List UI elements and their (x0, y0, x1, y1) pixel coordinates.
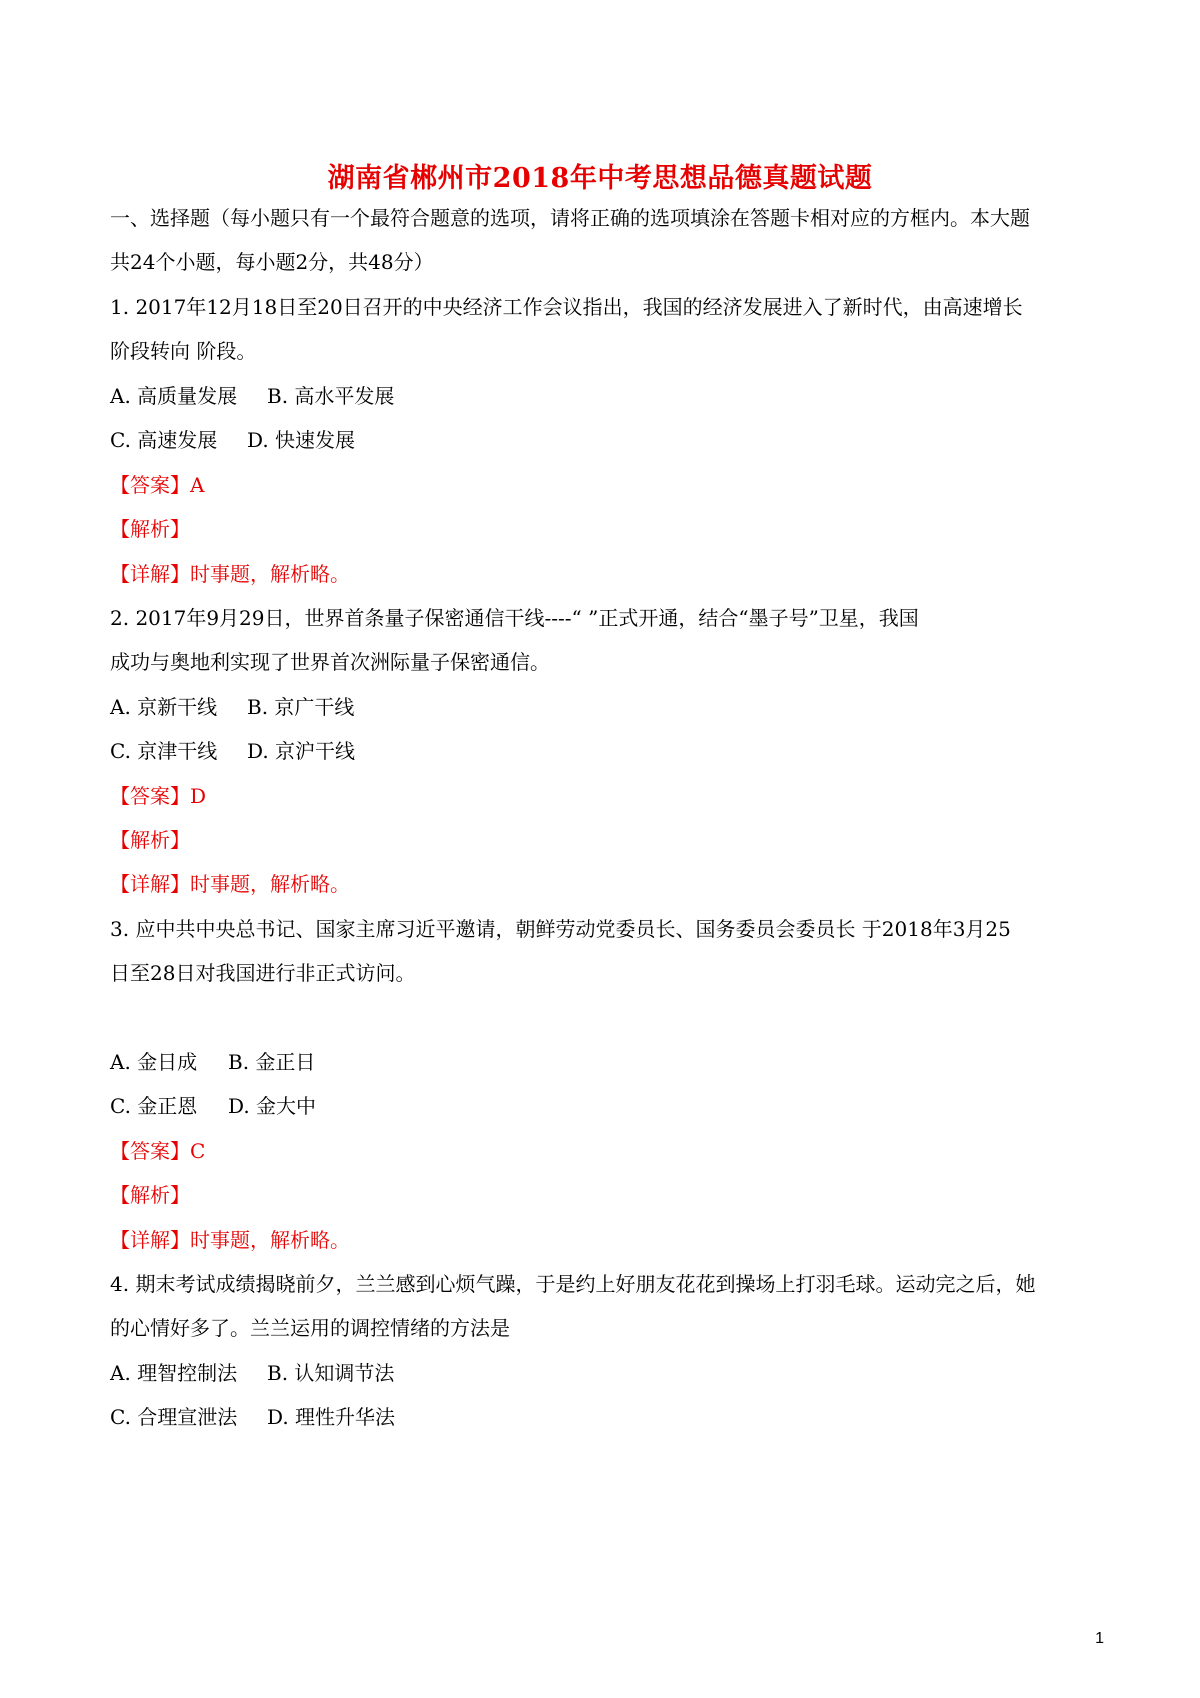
question-3-option-b: B. 金正日 (228, 1050, 316, 1074)
section-heading-line-1: 一、选择题（每小题只有一个最符合题意的选项，请将正确的选项填涂在答题卡相对应的方框内。本大题 (110, 206, 1030, 230)
question-1-line-2: 阶段转向 阶段。 (110, 339, 257, 363)
question-3-detail: 【详解】时事题，解析略。 (110, 1228, 350, 1252)
page-number: 1 (1095, 1630, 1104, 1647)
question-1-detail: 【详解】时事题，解析略。 (110, 562, 350, 586)
question-2-option-c: C. 京津干线 (110, 739, 218, 763)
question-3-answer: 【答案】C (110, 1139, 206, 1163)
question-3-analysis: 【解析】 (110, 1183, 190, 1207)
question-4-option-c: C. 合理宣泄法 (110, 1405, 238, 1429)
question-1-line-1: 1. 2017年12月18日至20日召开的中央经济工作会议指出，我国的经济发展进入了新时代，由高速增长 (110, 295, 1023, 319)
question-4-option-b: B. 认知调节法 (267, 1361, 395, 1385)
document-title: 湖南省郴州市2018年中考思想品德真题试题 (327, 163, 873, 194)
question-4-line-2: 的心情好多了。兰兰运用的调控情绪的方法是 (110, 1316, 510, 1340)
question-3-option-c: C. 金正恩 (110, 1094, 198, 1118)
question-2-option-b: B. 京广干线 (247, 695, 355, 719)
question-2-option-a: A. 京新干线 (110, 695, 218, 719)
question-2-option-d: D. 京沪干线 (247, 739, 356, 763)
question-1-option-a: A. 高质量发展 (110, 384, 238, 408)
section-heading-line-2: 共24个小题，每小题2分，共48分） (110, 250, 434, 274)
question-3-line-2: 日至28日对我国进行非正式访问。 (110, 961, 416, 985)
question-3-option-d: D. 金大中 (228, 1094, 317, 1118)
question-1-option-b: B. 高水平发展 (267, 384, 395, 408)
question-4-option-d: D. 理性升华法 (267, 1405, 396, 1429)
question-1-option-d: D. 快速发展 (247, 428, 356, 452)
question-1-option-c: C. 高速发展 (110, 428, 218, 452)
question-4-option-a: A. 理智控制法 (110, 1361, 238, 1385)
question-2-answer: 【答案】D (110, 784, 207, 808)
question-2-line-2: 成功与奥地利实现了世界首次洲际量子保密通信。 (110, 650, 550, 674)
question-2-analysis: 【解析】 (110, 828, 190, 852)
question-1-analysis: 【解析】 (110, 517, 190, 541)
question-3-line-1: 3. 应中共中央总书记、国家主席习近平邀请，朝鲜劳动党委员长、国务委员会委员长 于2018年3月25 (110, 917, 1011, 941)
question-2-line-1: 2. 2017年9月29日，世界首条量子保密通信干线----“ ”正式开通，结合“墨子号”卫星，我国 (110, 606, 919, 630)
question-2-detail: 【详解】时事题，解析略。 (110, 872, 350, 896)
question-3-option-a: A. 金日成 (110, 1050, 198, 1074)
question-1-answer: 【答案】A (110, 473, 205, 497)
question-4-line-1: 4. 期末考试成绩揭晓前夕，兰兰感到心烦气躁，于是约上好朋友花花到操场上打羽毛球。运动完之后，她 (110, 1272, 1036, 1296)
